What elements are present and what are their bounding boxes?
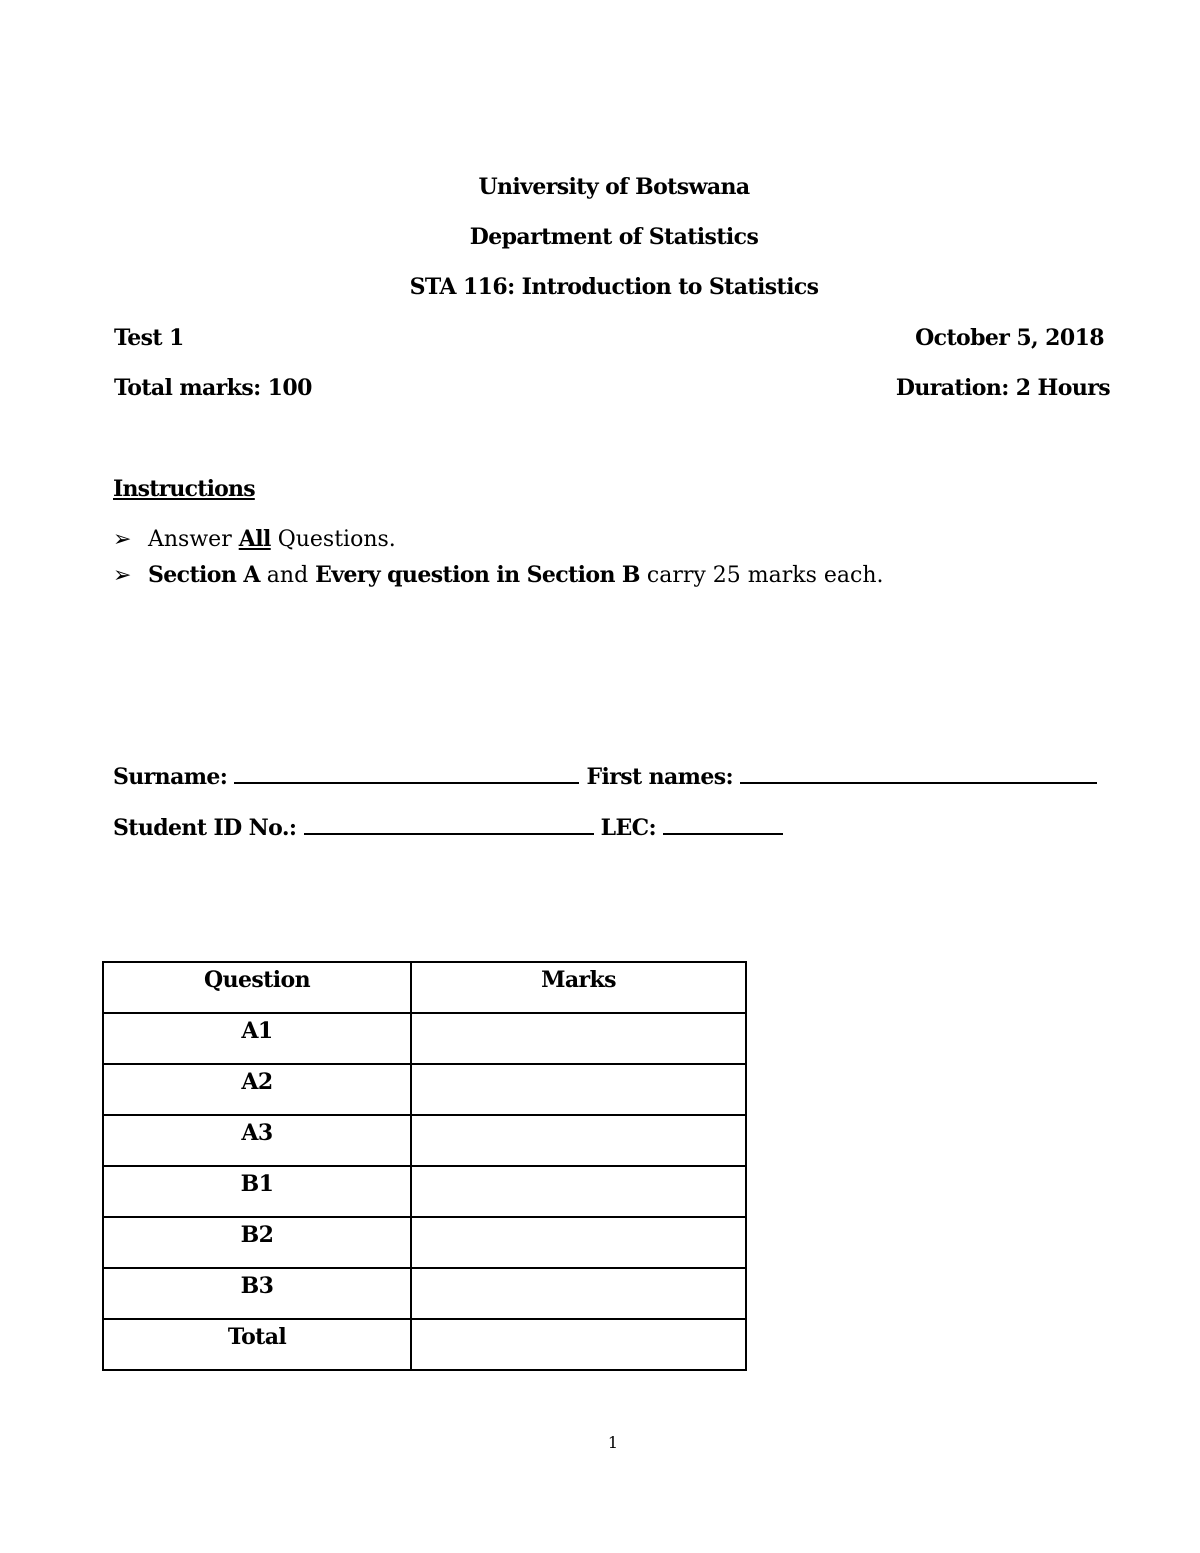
- marks-cell[interactable]: [411, 1115, 746, 1166]
- table-header-row: [103, 962, 746, 1013]
- question-cell: A1: [103, 1013, 411, 1064]
- instruction-item-1: [113, 525, 396, 554]
- table-row: [103, 1217, 746, 1268]
- instructions-heading: Instructions: [113, 476, 255, 502]
- instruction-1-emphasis: All: [238, 526, 271, 552]
- name-fields-row: [113, 762, 1097, 791]
- first-names-label: First names:: [586, 764, 734, 790]
- marks-cell-total[interactable]: [411, 1319, 746, 1370]
- marks-table: [102, 961, 747, 1371]
- question-cell-total: Total: [103, 1319, 411, 1370]
- course-title: STA 116: Introduction to Statistics: [409, 274, 819, 300]
- surname-blank[interactable]: [234, 762, 579, 784]
- department-name: Department of Statistics: [469, 224, 759, 250]
- instruction-item-2: [113, 561, 884, 590]
- lec-blank[interactable]: [663, 813, 783, 835]
- marks-cell[interactable]: [411, 1217, 746, 1268]
- marks-cell[interactable]: [411, 1013, 746, 1064]
- instruction-2-section-a: Section A: [148, 562, 260, 588]
- test-name: Test 1: [114, 325, 184, 351]
- marks-cell[interactable]: [411, 1064, 746, 1115]
- header-marks: Marks: [411, 962, 746, 1013]
- arrow-bullet-icon: ➢: [113, 527, 132, 552]
- question-cell: A3: [103, 1115, 411, 1166]
- instruction-2-section-b: Every question in Section B: [315, 562, 640, 588]
- table-row: [103, 1064, 746, 1115]
- student-id-blank[interactable]: [304, 813, 594, 835]
- marks-cell[interactable]: [411, 1268, 746, 1319]
- marks-cell[interactable]: [411, 1166, 746, 1217]
- question-cell: B3: [103, 1268, 411, 1319]
- question-cell: B1: [103, 1166, 411, 1217]
- first-names-blank[interactable]: [740, 762, 1097, 784]
- instruction-1-before: Answer: [148, 527, 239, 552]
- instruction-2-rest: carry 25 marks each.: [639, 563, 884, 588]
- student-id-label: Student ID No.:: [113, 815, 297, 841]
- surname-label: Surname:: [113, 764, 228, 790]
- id-fields-row: [113, 813, 783, 842]
- table-row: [103, 1115, 746, 1166]
- arrow-bullet-icon: ➢: [113, 563, 132, 588]
- table-row: [103, 1166, 746, 1217]
- instruction-1-after: Questions.: [270, 527, 396, 552]
- test-date: October 5, 2018: [915, 325, 1104, 351]
- total-marks: Total marks: 100: [114, 375, 312, 401]
- university-name: University of Botswana: [478, 174, 750, 200]
- test-duration: Duration: 2 Hours: [895, 375, 1110, 401]
- page-number: 1: [607, 1433, 619, 1452]
- instruction-2-and: and: [259, 563, 316, 588]
- table-row-total: [103, 1319, 746, 1370]
- question-cell: A2: [103, 1064, 411, 1115]
- question-cell: B2: [103, 1217, 411, 1268]
- lec-label: LEC:: [600, 815, 657, 841]
- table-row: [103, 1013, 746, 1064]
- table-row: [103, 1268, 746, 1319]
- header-question: Question: [103, 962, 411, 1013]
